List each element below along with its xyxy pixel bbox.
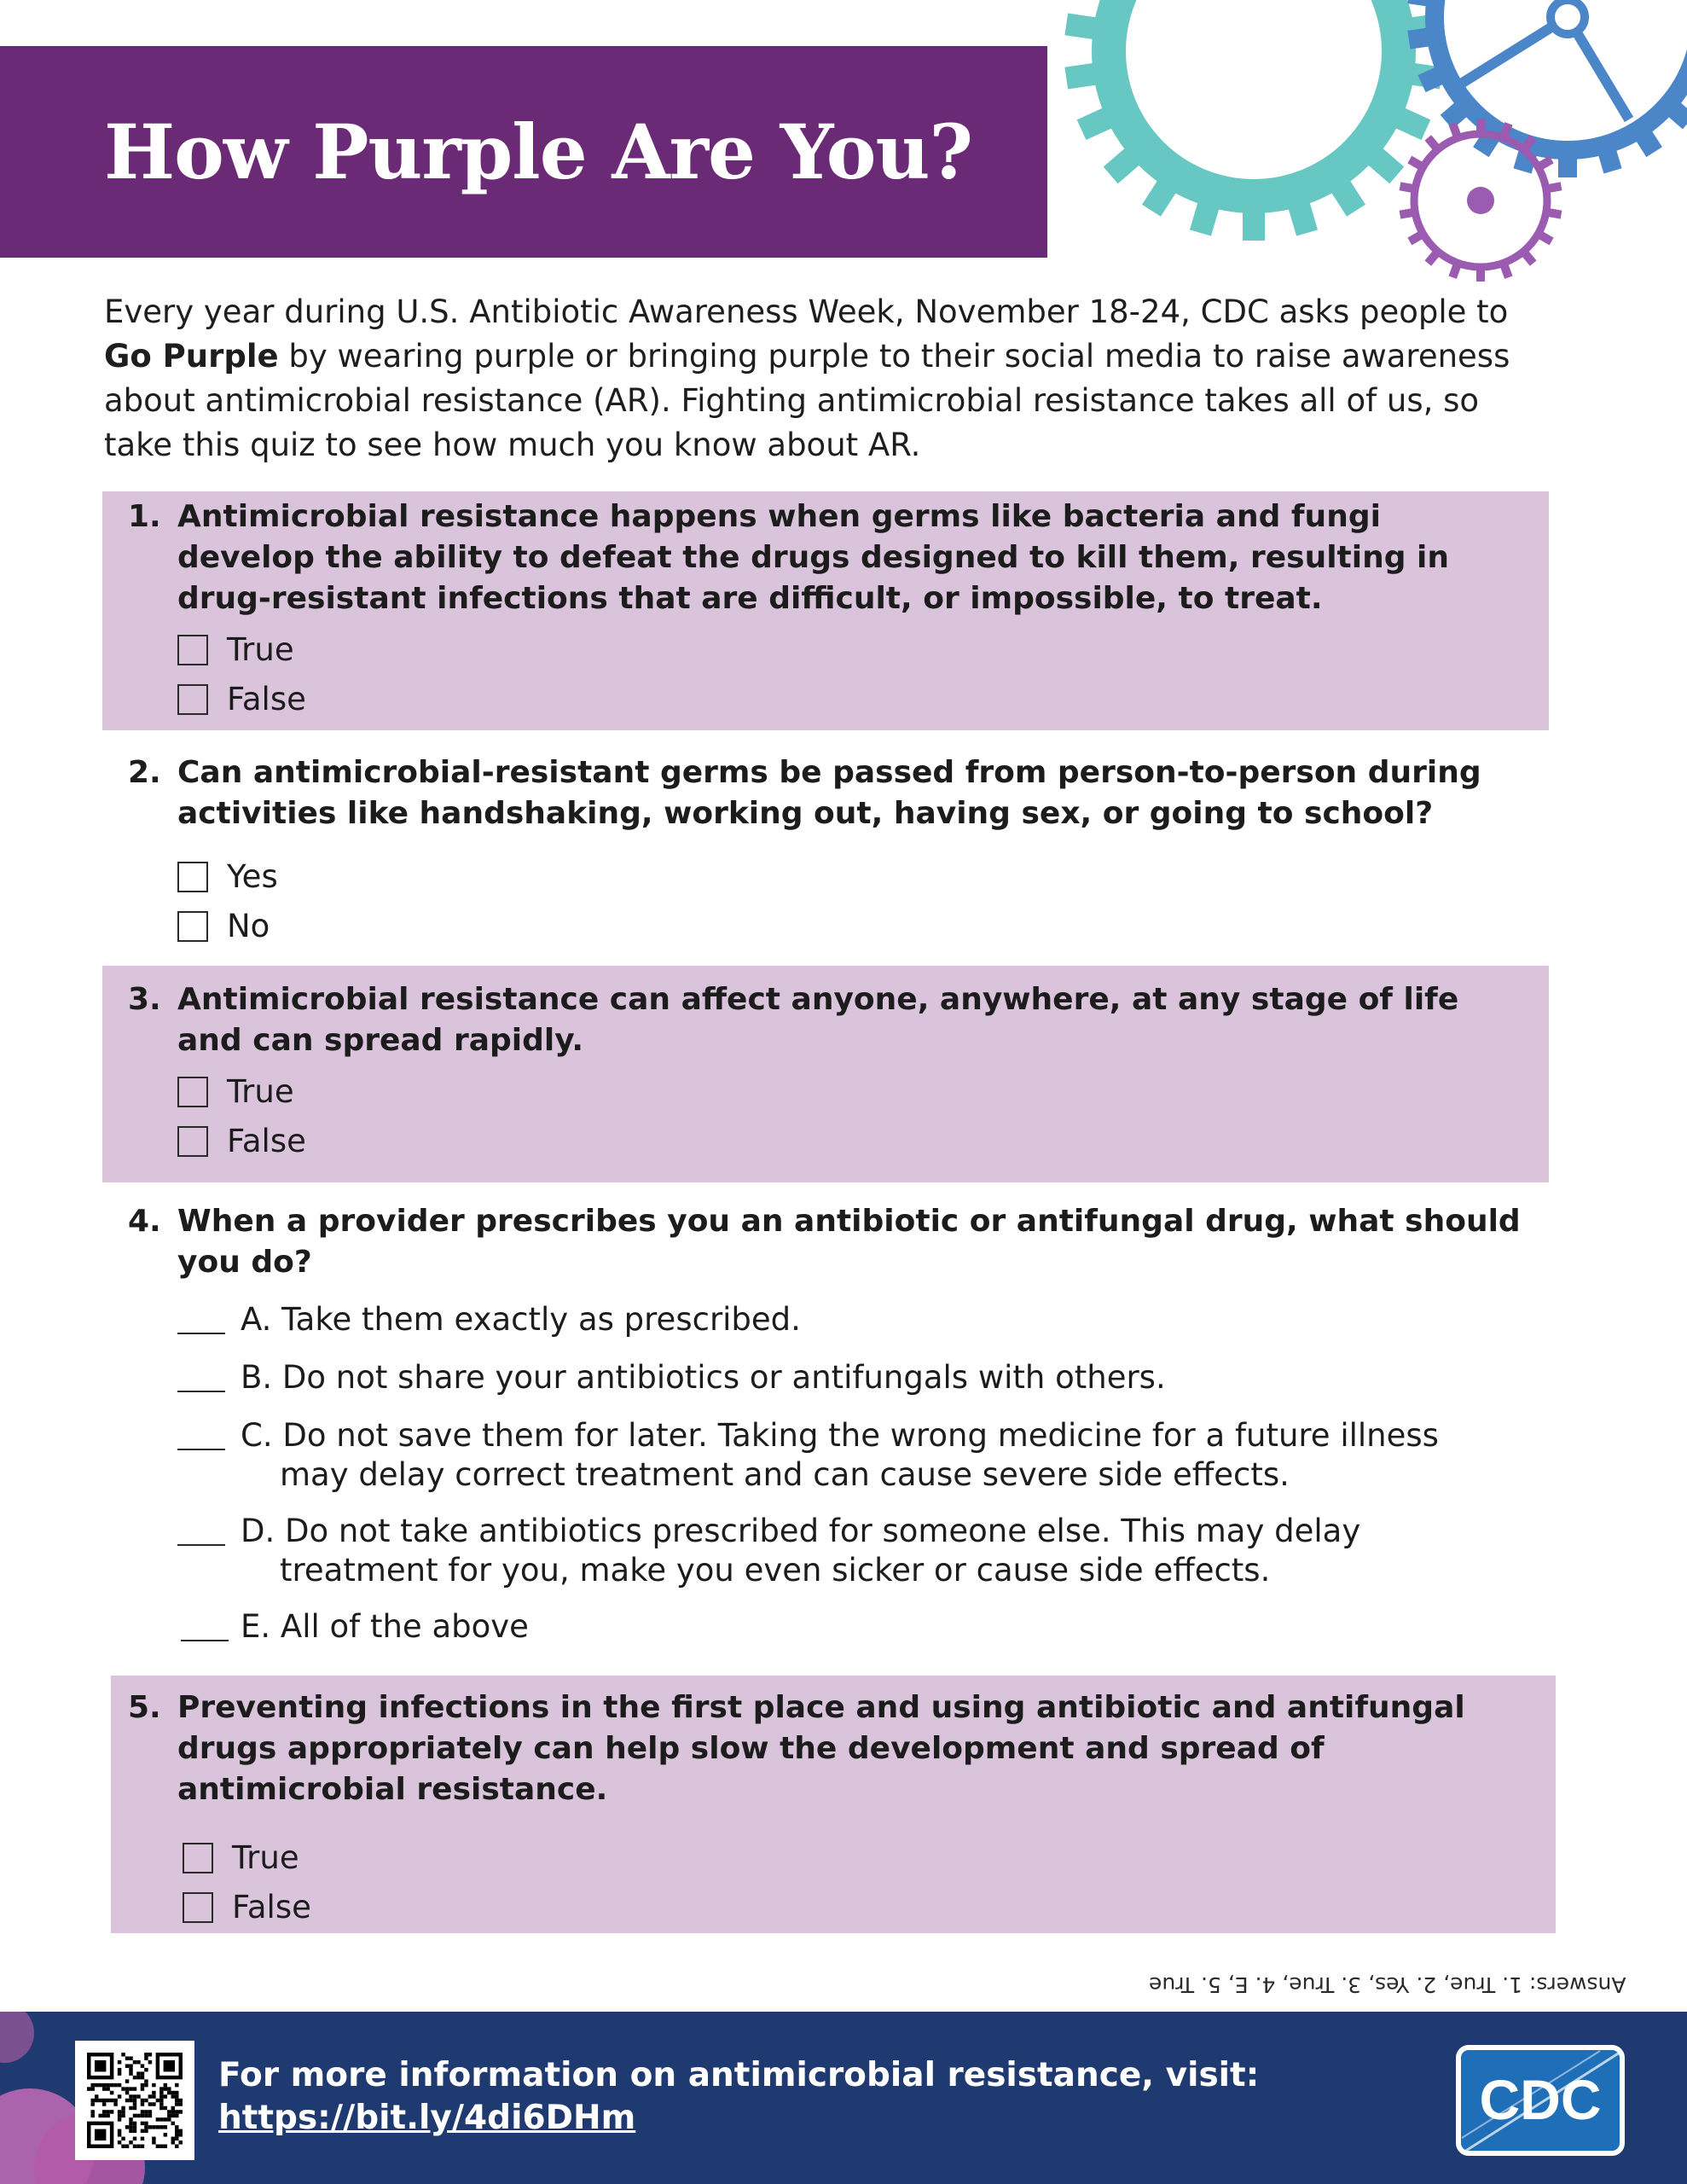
footer-line: For more information on antimicrobial resistance, visit: [218,2056,1260,2094]
qr-module [129,2125,132,2129]
option-line: C. Do not save them for later. Taking the wrong medicine for a future illness [241,1417,1439,1454]
qr-module [141,2110,144,2113]
qr-module [87,2087,90,2090]
option-true[interactable] [177,1073,294,1111]
qr-module [156,2099,159,2102]
qr-module [118,2140,121,2144]
qr-module [179,2133,183,2136]
qr-module [95,2099,98,2102]
qr-module [136,2145,140,2148]
qr-module [141,2076,144,2079]
qr-module [129,2122,132,2125]
option-label: True [227,1073,294,1110]
qr-module [95,2094,98,2098]
qr-module [141,2083,144,2087]
qr-module [159,2099,163,2102]
checkbox[interactable] [177,1126,208,1157]
qr-module [118,2083,121,2087]
qr-module [144,2129,148,2133]
qr-module [164,2106,167,2110]
qr-module [175,2091,178,2094]
qr-module [159,2125,163,2129]
page-title: How Purple Are You? [104,107,973,196]
qr-module [129,2140,132,2144]
qr-module [110,2091,113,2094]
qr-module [141,2102,144,2106]
qr-module [175,2137,178,2140]
qr-module [129,2068,132,2071]
gear-blue-icon [1407,0,1687,177]
option-true[interactable] [177,631,294,669]
qr-module [175,2094,178,2098]
qr-module [118,2071,121,2075]
option-line-continued: treatment for you, make you even sicker or cause side effects. [280,1552,1271,1589]
qr-module [164,2117,167,2121]
qr-module [121,2106,125,2110]
qr-module [175,2145,178,2148]
qr-module [129,2094,132,2098]
qr-module [167,2110,171,2113]
qr-module [179,2129,183,2133]
question-text: Preventing infections in the first place and using antibiotic and antifungal drugs appropriately can help slow the development and spread of antimicrobial resistance. [177,1690,1465,1807]
option-line: A. Take them exactly as prescribed. [241,1301,801,1338]
qr-module [179,2110,183,2113]
qr-module [152,2091,155,2094]
qr-module [133,2125,136,2129]
qr-module [144,2125,148,2129]
answer-option-b [177,1358,1542,1401]
option-false[interactable] [177,1123,306,1160]
checkbox[interactable] [177,1077,208,1107]
qr-module [133,2145,136,2148]
qr-module [136,2094,140,2098]
question-2 [102,747,1549,952]
qr-module [159,2106,163,2110]
question-text: When a provider prescribes you an antibiotic or antifungal drug, what should you do? [177,1204,1521,1280]
qr-module [133,2137,136,2140]
qr-module [106,2099,109,2102]
qr-module [175,2102,178,2106]
qr-module [175,2099,178,2102]
qr-module [133,2102,136,2106]
qr-module [148,2094,152,2098]
option-no[interactable] [177,908,270,945]
qr-module [175,2114,178,2117]
qr-module [148,2114,152,2117]
qr-module [164,2087,167,2090]
qr-module [141,2071,144,2075]
qr-module [106,2114,109,2117]
qr-module [121,2145,125,2148]
qr-module [152,2140,155,2144]
qr-module [121,2110,125,2113]
qr-module [118,2068,121,2071]
qr-module [148,2053,152,2056]
qr-module [129,2117,132,2121]
option-text [241,1358,1520,1397]
qr-module [98,2083,101,2087]
question-text: Can antimicrobial-resistant germs be passed from person-to-person during activities like handshaking, working out, having sex, or going to school? [177,755,1481,831]
qr-module [171,2106,175,2110]
qr-module [175,2125,178,2129]
qr-module [118,2129,121,2133]
option-line: D. Do not take antibiotics prescribed for someone else. This may delay [241,1513,1361,1549]
qr-module [141,2087,144,2090]
qr-module [171,2091,175,2094]
qr-module [113,2102,117,2106]
qr-module [133,2114,136,2117]
qr-module [133,2122,136,2125]
qr-module [102,2099,106,2102]
qr-code[interactable] [75,2041,194,2160]
qr-module [156,2117,159,2121]
qr-module [129,2099,132,2102]
qr-module [171,2137,175,2140]
qr-module [171,2110,175,2113]
qr-module [110,2110,113,2113]
option-text [241,1512,1520,1590]
option-line: B. Do not share your antibiotics or antifungals with others. [241,1359,1166,1396]
qr-module [167,2087,171,2090]
qr-module [90,2087,94,2090]
qr-module [159,2117,163,2121]
qr-module [152,2102,155,2106]
qr-module [118,2133,121,2136]
qr-module [144,2083,148,2087]
question-3 [102,966,1549,1182]
qr-module [133,2094,136,2098]
checkbox[interactable] [177,862,208,892]
qr-module [95,2129,106,2140]
qr-module [118,2094,121,2098]
question-text: Antimicrobial resistance can affect anyone, anywhere, at any stage of life and can spread rapidly. [177,982,1459,1058]
qr-module [106,2083,109,2087]
qr-module [136,2076,140,2079]
option-text [241,1300,1520,1339]
gear-teal-icon [1064,0,1442,241]
qr-module [95,2083,98,2087]
intro-text: Every year during U.S. Antibiotic Awareness Week, November 18-24, CDC asks people to [104,293,1509,330]
answer-option-e [177,1607,1542,1650]
qr-module [171,2094,175,2098]
qr-module [164,2060,175,2071]
option-text [241,1607,1520,1647]
qr-module [159,2102,163,2106]
question-5 [111,1676,1556,1933]
qr-module [118,2060,121,2064]
qr-module [125,2091,129,2094]
qr-module [125,2079,129,2082]
qr-module [129,2106,132,2110]
question-number: 3. [128,982,161,1017]
qr-module [171,2122,175,2125]
qr-module [144,2079,148,2082]
qr-module [102,2114,106,2117]
option-false[interactable] [183,1889,311,1926]
qr-module [102,2087,106,2090]
qr-code-icon [87,2053,183,2148]
qr-module [167,2114,171,2117]
answer-blank[interactable] [177,1391,225,1392]
qr-module [90,2099,94,2102]
footer [0,2012,1687,2184]
qr-module [121,2087,125,2090]
qr-module [133,2076,136,2079]
qr-module [164,2133,167,2136]
option-label: False [227,681,306,717]
qr-module [144,2056,148,2059]
qr-module [175,2083,178,2087]
qr-module [144,2114,148,2117]
qr-module [90,2102,94,2106]
option-line: E. All of the above [241,1608,529,1645]
qr-module [129,2056,132,2059]
qr-module [171,2114,175,2117]
answer-option-c [177,1416,1542,1498]
option-line-continued: may delay correct treatment and can cause severe side effects. [280,1456,1290,1493]
question-number: 5. [128,1690,161,1725]
qr-module [148,2102,152,2106]
qr-module [144,2122,148,2125]
qr-module [106,2087,109,2090]
question-number: 4. [128,1204,161,1239]
qr-module [144,2110,148,2113]
qr-module [152,2125,155,2129]
qr-module [156,2145,159,2148]
qr-module [179,2099,183,2102]
qr-module [125,2064,129,2067]
qr-module [164,2125,167,2129]
checkbox[interactable] [183,1843,213,1873]
qr-module [121,2114,125,2117]
qr-module [148,2125,152,2129]
option-label: No [227,908,270,944]
option-label: Yes [227,858,278,895]
qr-module [141,2064,144,2067]
intro-text-continued: by wearing purple or bringing purple to their social media to raise awareness about antimicrobial resistance (AR). Fighting antimicrobial resistance takes all of us, so take this quiz to see how much you know about AR. [104,338,1510,463]
qr-module [167,2117,171,2121]
qr-module [113,2099,117,2102]
qr-module [159,2087,163,2090]
qr-module [125,2125,129,2129]
qr-module [110,2083,113,2087]
qr-module [118,2117,121,2121]
title-banner [0,46,1047,258]
qr-module [152,2094,155,2098]
qr-module [144,2068,148,2071]
footer-text [218,2054,1259,2140]
question-4 [102,1194,1549,1664]
qr-module [118,2114,121,2117]
option-label: False [227,1123,306,1159]
qr-module [164,2145,167,2148]
qr-module [141,2122,144,2125]
qr-module [136,2060,140,2064]
qr-module [102,2102,106,2106]
qr-module [159,2145,163,2148]
qr-module [144,2099,148,2102]
qr-module [159,2094,163,2098]
answer-blank[interactable] [177,1333,225,1334]
qr-module [141,2129,144,2133]
qr-module [102,2083,106,2087]
answer-option-d [177,1512,1542,1594]
question-1 [102,491,1549,730]
qr-module [136,2071,140,2075]
qr-module [129,2071,132,2075]
qr-module [129,2087,132,2090]
qr-module [156,2125,159,2129]
qr-module [141,2114,144,2117]
intro-paragraph [104,290,1545,468]
qr-module [148,2060,152,2064]
qr-module [95,2060,106,2071]
qr-module [125,2087,129,2090]
qr-module [110,2099,113,2102]
question-number: 1. [128,499,161,534]
qr-module [133,2129,136,2133]
answer-option-a [177,1300,1542,1343]
qr-module [90,2114,94,2117]
qr-module [171,2140,175,2144]
gears-illustration [1049,0,1687,282]
answer-blank[interactable] [177,1449,225,1450]
qr-module [175,2129,178,2133]
answer-blank[interactable] [177,1544,225,1546]
qr-module [167,2091,171,2094]
qr-module [106,2110,109,2113]
qr-module [129,2129,132,2133]
qr-module [118,2110,121,2113]
qr-module [133,2106,136,2110]
option-label: False [232,1889,311,1926]
qr-module [125,2145,129,2148]
qr-module [175,2133,178,2136]
option-true[interactable] [183,1839,299,1877]
qr-module [152,2083,155,2087]
decorative-blob [0,2012,34,2063]
qr-module [141,2099,144,2102]
qr-module [98,2114,101,2117]
go-purple-emphasis: Go Purple [104,338,279,375]
qr-module [141,2145,144,2148]
qr-module [148,2110,152,2113]
checkbox[interactable] [177,684,208,715]
qr-module [90,2110,94,2113]
info-link[interactable]: https://bit.ly/4di6DHm [218,2099,636,2137]
qr-module [129,2064,132,2067]
checkbox[interactable] [177,911,208,942]
qr-module [164,2094,167,2098]
qr-module [90,2083,94,2087]
qr-module [125,2056,129,2059]
option-label: True [232,1839,299,1876]
qr-module [121,2137,125,2140]
question-text: Antimicrobial resistance happens when germs like bacteria and fungi develop the ability to defeat the drugs designed to kill them, resulting in drug-resistant infections that are difficult, or impossible, to treat. [177,499,1449,616]
qr-module [164,2083,167,2087]
question-number: 2. [128,755,161,790]
option-false[interactable] [177,681,306,718]
qr-module [152,2137,155,2140]
qr-module [125,2099,129,2102]
qr-module [133,2099,136,2102]
qr-module [98,2099,101,2102]
cdc-logo-icon [1455,2044,1626,2157]
qr-module [136,2114,140,2117]
qr-module [121,2053,125,2056]
option-label: True [227,631,294,668]
answer-key: Answers: 1. True, 2. Yes, 3. True, 4. E, 5. True [1148,1972,1626,1997]
qr-module [133,2060,136,2064]
checkbox[interactable] [177,635,208,665]
qr-module [179,2140,183,2144]
qr-module [179,2102,183,2106]
qr-module [102,2110,106,2113]
qr-module [144,2053,148,2056]
qr-module [113,2083,117,2087]
qr-module [141,2137,144,2140]
qr-module [133,2087,136,2090]
option-yes[interactable] [177,858,278,896]
qr-module [175,2110,178,2113]
cdc-logo-text: CDC [1479,2068,1602,2131]
checkbox[interactable] [183,1892,213,1923]
option-text [241,1416,1520,1495]
qr-module [159,2091,163,2094]
answer-blank[interactable] [181,1640,229,1641]
